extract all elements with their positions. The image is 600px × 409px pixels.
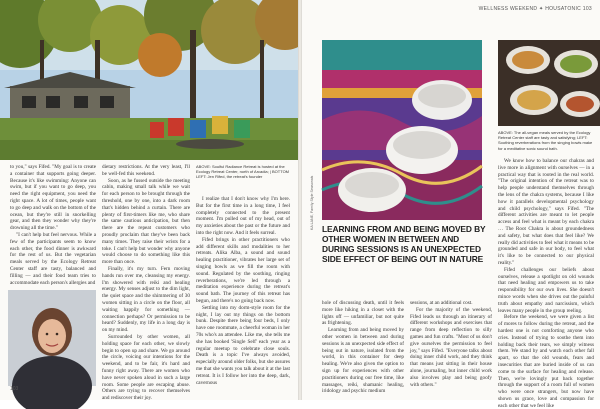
singing-bowls-image	[322, 40, 482, 220]
paragraph: Surrounded by other women, all holding space for each other, we slowly begin to open up and share. We go around the circle, voicing our intentions for the weekend, and to be fair, it's hard and funny right away. There are women who have never spoken aloud in such a large room. Some people are escaping abuse. Others are trying to recover themselves and rediscover their joy.	[102, 333, 190, 402]
paragraph: For the majority of the weekend, Fifed leads us through an itinerary of different workshops and exercises that range from deep reflection to silly games and fun crafts. "Most of us don't give ourselves the permission to feel joy," says Fifed. "Everyone talks about doing inner child work, and they think that means just sitting in their house alone, journaling, but inner child work also involves play and being goofy with others."	[410, 306, 492, 388]
paragraph: sessions, at an additional cost.	[410, 300, 473, 306]
paragraph: Fifed challenges our beliefs about ourselves, release a spotlight on old wounds that need healing and empowers us to take responsibility for our own lives. She doesn't mince words when she drives out the painful truth about empathy and narcissism, which leaves many people in the group reeling.	[498, 266, 594, 314]
paragraph: Settling into my dorm-style room for the night, I lay out my things on the bottom bunk. Despite there being four beds, I only have one roommate, a cheerful woman in her 70s who's an attendee. Like me, she tells me she has booked 'Single Self' each year as a regular meetup to celebrate close souls. Death is a topic I've always avoided, especially around older folks, but she assures me that she wants you talk about it at the last retreat. It is I follow her into the deep, dark, cavernous	[196, 304, 290, 386]
right-photo-caption: ABOVE: The all-vegan meals served by the Ecology Retreat Center staff are tasty and satisfying; LEFT: Soothing reverberations from the singing bowls make for a meditative sonic sound bath.	[498, 130, 593, 151]
paragraph: hole of discussing death, until it feels more like hiking in a closet with the lights off — unfamiliar, but not quite as frightening.	[322, 300, 404, 327]
left-page	[0, 0, 298, 400]
founder-portrait	[8, 290, 96, 386]
vegan-meals-photo	[498, 40, 600, 126]
cabin-photo	[0, 0, 298, 160]
left-column-2	[102, 164, 190, 402]
paragraph: Learning from and being moved by other women in between and during sessions is an unexpected side effect of being out in nature, isolated from the world, in this container for deep healing. We're also given the option to sign up for experiences with other practitioners during our free time, like massages, reiki, shamanic healing, iridology and psychic medium	[322, 327, 404, 395]
left-column-3	[196, 196, 290, 390]
right-column-a	[322, 300, 404, 395]
paragraph: Fifed brings in other practitioners who add different skills and modalities to her retreats. Alika Alba, a sound and sound healing practitioner, vibrates her large set of singing bowls as we fill the room with sound. Regulated by the soothing, ringing reverberations, we're led through a meditation experience during the retreat's sound bath. The journey of this retreat has begun, and there's no going back now.	[196, 236, 290, 304]
pull-quote: LEARNING FROM AND BEING MOVED BY OTHER WOMEN IN BETWEEN AND DURING SESSIONS IS AN UNEXPECTED SIDE EFFECT OF BEING OUT IN NATURE	[322, 224, 486, 264]
paragraph: "I can't help but feel nervous. While a few of the participants seem to know each other, the food dinner is awkward for the rest of us. But the vegetarian meals served by the Ecology Retreat Center staff are tasty, balanced and filling — and their food team tries to accommodate each person's allergies and	[10, 231, 96, 286]
right-page	[302, 0, 600, 409]
right-column-b	[410, 300, 492, 392]
paragraph: We know how to balance our chakras and live more in alignment with ourselves — in a practical way that is rooted in the real world. "The original intention of the retreat was to help people understand themselves through the lens of the chakra systems, because I like how it parallels developmental psychology and child psychology," says Fifed. "The different activities are meant to let people access and feel what is meant by each chakra … The Root Chakra is about groundedness and safety, but what does that feel like? We really did activities to feel what it means to be grounded and safe in our body, to feel what it's like to be connected to our physical reality."	[498, 158, 594, 266]
portrait-image	[8, 290, 96, 386]
right-column-c	[498, 158, 594, 409]
paragraph: Before the weekend, we were given a list of mores to follow during the retreat, and the hardest one is not comforting anyone who cries. Instead of trying to soothe them into holding back their tears, we simply witness them. We stand by and watch each other fall apart, so that the old wounds, fears and insecurities that are buried inside of us can come to the surface for healing and release. Then, we're lovingly put back together through the support of a room full of women who were once strangers, but now have shown us grace, love and compassion for each other that we feel like	[498, 314, 594, 409]
left-folio: 103	[10, 386, 19, 392]
paragraph: Finally, it's my turn. Fern moving hands run over me, cleansing my energy. I'm showered with reiki and healing energy. My senses adjust to the dim light, the quiet space and the shimmering of 30 women sitting in a circle on the floor, all waiting happily for something — connection perhaps? Or permission to be heard? Suddenly, my life in a long day is on my mind.	[102, 265, 190, 334]
cabin-scene-image	[0, 0, 298, 160]
left-column-1	[10, 164, 96, 284]
singing-bowls-photo	[322, 40, 482, 220]
vegan-meals-image	[498, 40, 600, 126]
photo-credit: KA LANE, Family Style Seasonals	[310, 175, 314, 230]
paragraph: to you," says Fifed. "My goal is to create a container that supports going deeper. Because it's like swimming: Anyone can swim, but if you want to go deep, you need the right equipment, you need the right space. A lot of times, people want to go deep and walk on the bottom of the ocean, but they're still in snorkelling gear, and then they wonder why they're drowning all the time."	[10, 164, 96, 232]
paragraph: Soon, as he fussed outside the meeting cabin, making small talk while we wait for each person to be brought through the threshold, one by one, into a dark room that's hidden behind a curtain. There are plenty of first-timers like me, who share the same cautious anticipation, but then there are the repeat customers who proudly proclaim that they've been back many times. They raise their wrists for a toke. I can't help but wonder why anyone would choose to do something like this more than once.	[102, 177, 190, 266]
paragraph: dietary restrictions. At the very least, I'll be well-fed this weekend.	[102, 164, 190, 177]
top-photo-caption: ABOVE: Soulful Radiance Retreat is hosted at the Ecology Retreat Center, north of Arcadia; | BOTTOM LEFT: Jen Rifed, the retreat's founder	[196, 164, 290, 180]
paragraph: I realize that I don't know why I'm here. But for the first time in a long time, I feel completely connected to the present moment. I'm pulled out of my head, out of my anxieties about the past or the future and into the right now. And it feels surreal.	[196, 196, 290, 236]
running-head: WELLNESS WEEKEND ✦ HOUSATONIC 103	[478, 6, 592, 12]
